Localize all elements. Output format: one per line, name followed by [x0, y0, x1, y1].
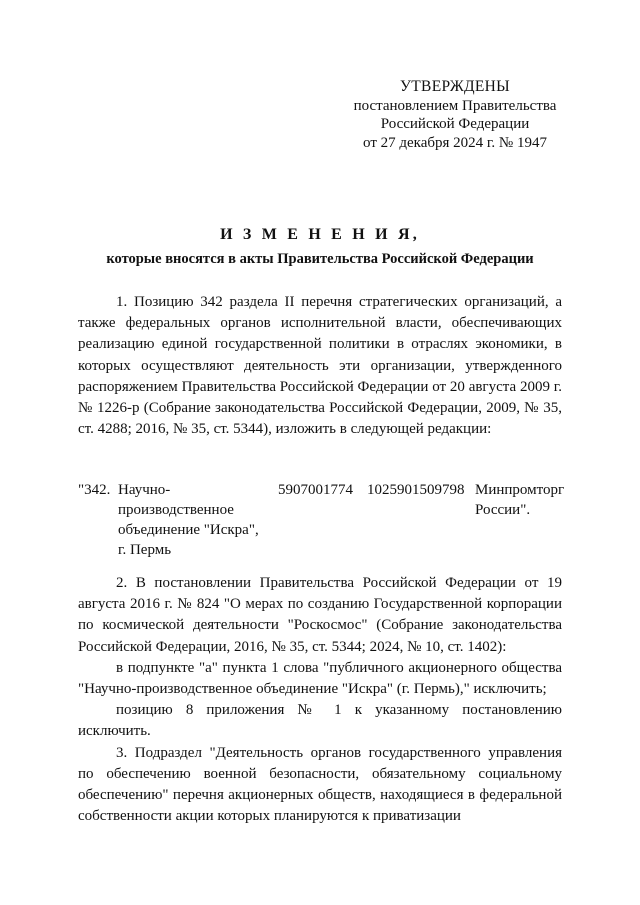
organization-ogrn: 1025901509798	[367, 482, 465, 498]
organization-name-line: объединение "Искра",	[118, 522, 259, 538]
organization-name-line: Научно-	[118, 482, 171, 498]
document-title: И З М Е Н Е Н И Я,	[220, 226, 420, 243]
paragraphs-2-3-block	[78, 573, 562, 827]
organization-inn: 5907001774	[278, 482, 353, 498]
approval-line-2: Российской Федерации	[380, 116, 530, 132]
paragraph-1-block	[78, 292, 562, 440]
federal-authority	[475, 480, 575, 520]
organization-table-row	[78, 480, 568, 558]
organization-name-line: г. Пермь	[118, 542, 172, 558]
approval-title: УТВЕРЖДЕНЫ	[400, 78, 510, 95]
organization-name	[118, 480, 268, 560]
paragraph-3: 3. Подраздел "Деятельность органов государственного управления по обеспечению военной безопасности, обязательному социальному обеспечению" перечня акционерных обществ, находящиеся в федеральной собственности акции которых планируются к приватизации	[78, 744, 562, 825]
paragraph-2a: в подпункте "а" пункта 1 слова "публичного акционерного общества "Научно-производственное объединение "Искра" (г. Пермь)," исключить;	[78, 659, 562, 698]
approval-line-1: постановлением Правительства	[353, 97, 557, 114]
paragraph-2b: позицию 8 приложения № 1 к указанному постановлению исключить.	[78, 702, 562, 740]
organization-name-line: производственное	[118, 502, 234, 518]
paragraph-2: 2. В постановлении Правительства Российской Федерации от 19 августа 2016 г. № 824 "О мерах по созданию Государственной корпорации по космической деятельности "Роскосмос" (Собрание законодательства Российской Федерации, 2016, № 35, ст. 5344; 2024, № 10, ст. 1402):	[78, 575, 562, 655]
federal-authority-line: Минпромторг	[475, 482, 565, 498]
approval-line-3: от 27 декабря 2024 г. № 1947	[363, 134, 547, 151]
approval-stamp	[330, 78, 580, 152]
row-number: "342.	[78, 482, 111, 498]
document-subtitle: которые вносятся в акты Правительства Российской Федерации	[106, 251, 534, 267]
federal-authority-line: России".	[475, 502, 531, 518]
paragraph-1: 1. Позицию 342 раздела II перечня стратегических организаций, а также федеральных органов исполнительной власти, обеспечивающих реализацию единой государственной политики в отраслях экономики, в которых осуществляют деятельность эти организации, утвержденного распоряжением Правительства Российской Федерации от 20 августа 2009 г. № 1226-р (Собрание законодательства Российской Федерации, 2009, № 35, ст. 4288; 2016, № 35, ст. 5344), изложить в следующей редакции:	[78, 294, 562, 438]
